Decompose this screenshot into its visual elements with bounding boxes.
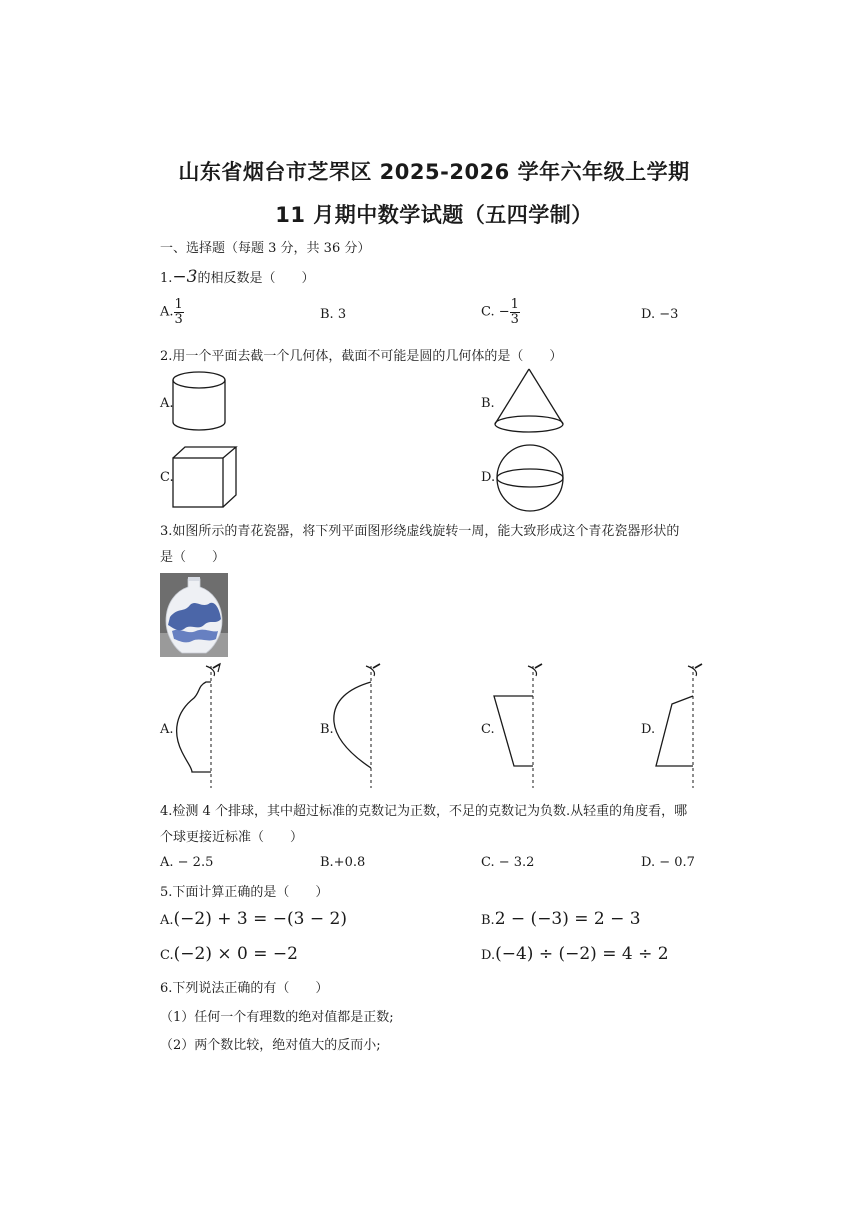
q5-d-expr: (−4) ÷ (−2) = 4 ÷ 2 xyxy=(495,944,669,964)
q1-c-numerator: 1 xyxy=(510,297,519,312)
q1-option-d: D. −3 xyxy=(641,307,679,322)
q3-option-d-label: D. xyxy=(641,722,656,737)
q6-statement-1: （1）任何一个有理数的绝对值都是正数; xyxy=(160,1010,394,1025)
q1-text: 的相反数是（ ） xyxy=(197,271,315,286)
q5-d-label: D. xyxy=(481,948,496,963)
title-line-2: 11 月期中数学试题（五四学制） xyxy=(275,203,593,227)
q1-c-fraction xyxy=(510,298,520,326)
q6-statement-2: （2）两个数比较，绝对值大的反而小; xyxy=(160,1038,381,1053)
q2-option-c-label: C. xyxy=(160,470,174,485)
section-heading: 一、选择题（每题 3 分，共 36 分） xyxy=(160,241,371,256)
cone-figure xyxy=(492,366,566,438)
q1-a-numerator: 1 xyxy=(174,297,183,312)
q2-option-b-label: B. xyxy=(481,396,495,411)
q1-c-label: C. − xyxy=(481,304,510,320)
q3-option-a-label: A. xyxy=(160,722,174,737)
q5-b-label: B. xyxy=(481,913,495,928)
q5-option-d xyxy=(481,944,669,964)
q2-stem: 2.用一个平面去截一个几何体，截面不可能是圆的几何体的是（ ） xyxy=(160,349,563,364)
q3-stem-line-2: 是（ ） xyxy=(160,550,226,565)
title-line-1: 山东省烟台市芝罘区 2025-2026 学年六年级上学期 xyxy=(178,160,690,184)
q5-option-b xyxy=(481,909,641,929)
q1-option-c xyxy=(481,298,520,326)
q3-option-a-figure xyxy=(168,660,228,790)
q5-stem: 5.下面计算正确的是（ ） xyxy=(160,885,329,900)
q3-option-d-figure xyxy=(652,660,712,790)
q1-option-b: B. 3 xyxy=(320,307,347,322)
q5-c-expr: (−2) × 0 = −2 xyxy=(173,944,298,964)
q2-option-a-label: A. xyxy=(160,396,174,411)
q3-option-c-label: C. xyxy=(481,722,495,737)
q1-a-label: A. xyxy=(160,304,174,320)
q1-c-denominator: 3 xyxy=(510,311,519,327)
q6-stem: 6.下列说法正确的有（ ） xyxy=(160,981,329,996)
porcelain-vase-image xyxy=(160,573,228,657)
sphere-figure xyxy=(494,442,566,514)
q4-stem-line-2: 个球更接近标准（ ） xyxy=(160,830,304,845)
q4-option-b: B.+0.8 xyxy=(320,855,366,870)
q4-option-a: A. − 2.5 xyxy=(160,855,214,870)
cube-figure xyxy=(170,444,240,510)
q1-stem xyxy=(160,267,314,287)
q5-a-expr: (−2) + 3 = −(3 − 2) xyxy=(173,909,347,929)
q5-b-expr: 2 − (−3) = 2 − 3 xyxy=(494,909,641,929)
q4-stem-line-1: 4.检测 4 个排球，其中超过标准的克数记为正数，不足的克数记为负数.从轻重的角度看，哪 xyxy=(160,804,688,819)
q3-option-c-figure xyxy=(490,660,550,790)
q1-expr: −3 xyxy=(172,267,198,287)
q5-c-label: C. xyxy=(160,948,174,963)
q4-option-d: D. − 0.7 xyxy=(641,855,695,870)
q5-option-c xyxy=(160,944,298,964)
q1-prefix: 1. xyxy=(160,271,173,286)
q3-option-b-label: B. xyxy=(320,722,334,737)
q2-option-d-label: D. xyxy=(481,470,496,485)
q5-option-a xyxy=(160,909,347,929)
q1-a-fraction xyxy=(174,298,184,326)
cylinder-figure xyxy=(170,368,230,434)
q1-a-denominator: 3 xyxy=(174,311,183,327)
q1-option-a xyxy=(160,298,184,326)
q3-stem-line-1: 3.如图所示的青花瓷器，将下列平面图形绕虚线旋转一周，能大致形成这个青花瓷器形状的 xyxy=(160,524,680,539)
q5-a-label: A. xyxy=(160,913,174,928)
q4-option-c: C. − 3.2 xyxy=(481,855,535,870)
q3-option-b-figure xyxy=(328,660,388,790)
